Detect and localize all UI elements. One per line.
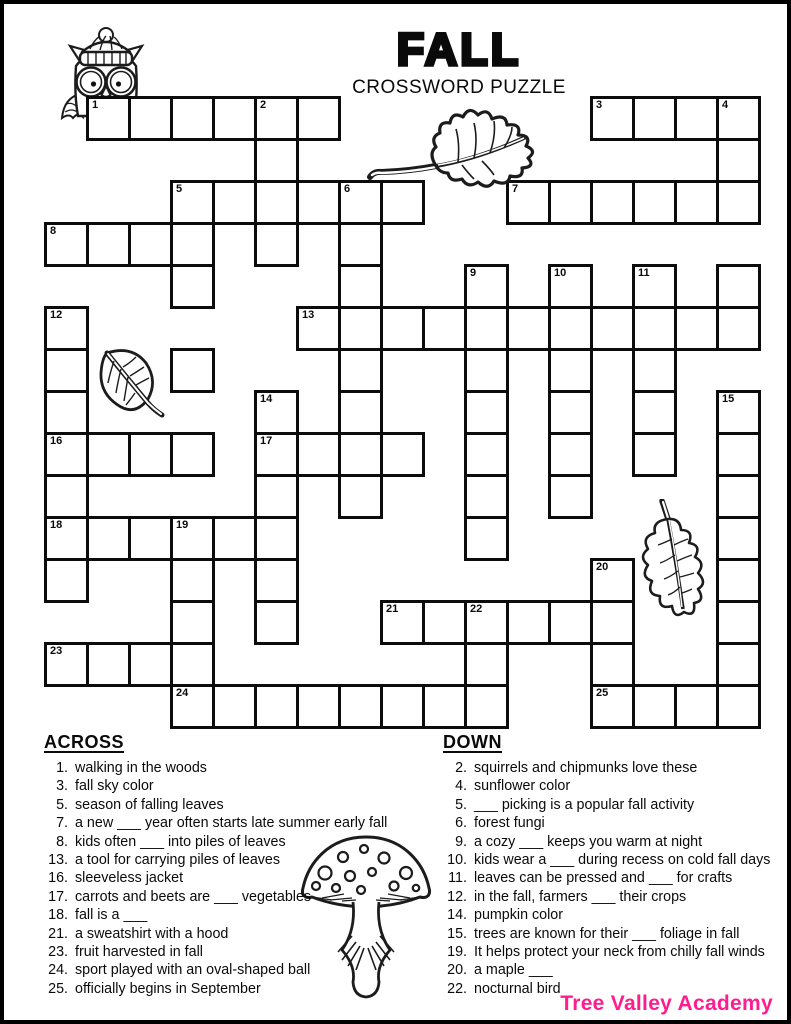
cell-number: 18: [50, 519, 63, 531]
oak-leaf-icon: [636, 499, 708, 637]
grid-cell[interactable]: [674, 306, 719, 351]
grid-cell[interactable]: [170, 348, 215, 393]
clue-number: 10.: [447, 852, 467, 869]
cell-number: 4: [722, 99, 729, 111]
cell-number: 2: [260, 99, 267, 111]
cell-number: 17: [260, 435, 273, 447]
grid-cell[interactable]: [674, 96, 719, 141]
clue-number: 11.: [448, 870, 467, 887]
grid-cell[interactable]: [464, 348, 509, 393]
grid-cell[interactable]: [296, 180, 341, 225]
clue-number: 18.: [48, 907, 68, 924]
clue-text: trees are known for their ___ foliage in fall: [474, 925, 740, 942]
grid-cell[interactable]: [548, 474, 593, 519]
down-clue: [441, 906, 789, 924]
across-clue: [42, 777, 432, 795]
grid-cell[interactable]: [506, 600, 551, 645]
grid-cell[interactable]: [338, 684, 383, 729]
grid-cell[interactable]: [716, 138, 761, 183]
across-clue: [42, 851, 432, 869]
cell-number: 9: [470, 267, 477, 279]
grid-cell[interactable]: [170, 264, 215, 309]
down-section: [441, 732, 789, 998]
grid-cell[interactable]: [464, 264, 509, 309]
birch-leaf-icon: [90, 345, 170, 427]
down-clue: [441, 869, 789, 887]
branding-text: Tree Valley Academy: [560, 992, 773, 1015]
across-clue: [42, 906, 432, 924]
grid-cell[interactable]: [86, 222, 131, 267]
grid-cell[interactable]: [716, 180, 761, 225]
cell-number: 25: [596, 687, 609, 699]
grid-cell[interactable]: [548, 180, 593, 225]
across-clue: [42, 943, 432, 961]
clue-number: 25.: [48, 980, 68, 997]
down-clue: [441, 888, 789, 906]
grid-cell[interactable]: [254, 432, 299, 477]
clue-text: sport played with an oval-shaped ball: [75, 962, 311, 979]
grid-cell[interactable]: [548, 390, 593, 435]
grid-cell[interactable]: [632, 348, 677, 393]
grid-cell[interactable]: [590, 306, 635, 351]
across-clue: [42, 814, 432, 832]
clue-number: 21.: [48, 925, 68, 942]
grid-cell[interactable]: [170, 642, 215, 687]
cell-number: 3: [596, 99, 603, 111]
cell-number: 1: [92, 99, 99, 111]
grid-cell[interactable]: [380, 600, 425, 645]
grid-cell[interactable]: [254, 96, 299, 141]
grid-cell[interactable]: [170, 432, 215, 477]
grid-cell[interactable]: [590, 684, 635, 729]
clue-text: fruit harvested in fall: [75, 944, 203, 961]
clue-text: nocturnal bird: [474, 980, 561, 997]
clue-text: kids wear a ___ during recess on cold fall days: [474, 852, 771, 869]
down-clue: [441, 943, 789, 961]
grid-cell[interactable]: [212, 180, 257, 225]
grid-cell[interactable]: [44, 348, 89, 393]
grid-cell[interactable]: [674, 684, 719, 729]
grid-cell[interactable]: [128, 516, 173, 561]
grid-cell[interactable]: [716, 516, 761, 561]
down-list: [441, 759, 789, 998]
down-clue: [441, 961, 789, 979]
grid-cell[interactable]: [338, 432, 383, 477]
grid-cell[interactable]: [464, 306, 509, 351]
grid-cell[interactable]: [44, 516, 89, 561]
grid-cell[interactable]: [128, 96, 173, 141]
clue-text: squirrels and chipmunks love these: [474, 760, 698, 776]
grid-cell[interactable]: [590, 180, 635, 225]
clue-number: 8.: [56, 833, 68, 850]
cell-number: 6: [344, 183, 351, 195]
grid-cell[interactable]: [44, 642, 89, 687]
grid-cell[interactable]: [464, 390, 509, 435]
grid-cell[interactable]: [44, 222, 89, 267]
cell-number: 11: [638, 267, 650, 279]
grid-cell[interactable]: [254, 390, 299, 435]
cell-number: 16: [50, 435, 63, 447]
cell-number: 24: [176, 687, 189, 699]
clue-text: season of falling leaves: [75, 796, 224, 813]
grid-cell[interactable]: [716, 558, 761, 603]
grid-cell[interactable]: [716, 642, 761, 687]
cell-number: 12: [50, 309, 63, 321]
grid-cell[interactable]: [674, 180, 719, 225]
grid-cell[interactable]: [296, 432, 341, 477]
clue-text: a cozy ___ keeps you warm at night: [474, 833, 703, 850]
across-clue: [42, 961, 432, 979]
grid-cell[interactable]: [716, 474, 761, 519]
grid-cell[interactable]: [44, 390, 89, 435]
down-clue: [441, 851, 789, 869]
grid-cell[interactable]: [338, 348, 383, 393]
grid-cell[interactable]: [338, 264, 383, 309]
cell-number: 10: [554, 267, 567, 279]
grid-cell[interactable]: [44, 474, 89, 519]
down-clue: [441, 833, 789, 851]
clue-number: 6.: [455, 815, 467, 832]
grid-cell[interactable]: [380, 684, 425, 729]
grid-cell[interactable]: [422, 306, 467, 351]
clue-number: 19.: [447, 944, 467, 961]
cell-number: 8: [50, 225, 57, 237]
grid-cell[interactable]: [380, 306, 425, 351]
grid-cell[interactable]: [590, 600, 635, 645]
grid-cell[interactable]: [632, 180, 677, 225]
grid-cell[interactable]: [548, 432, 593, 477]
grid-cell[interactable]: [422, 684, 467, 729]
clue-number: 9.: [455, 833, 467, 850]
clue-number: 3.: [56, 778, 68, 795]
grid-cell[interactable]: [632, 390, 677, 435]
clue-text: a sweatshirt with a hood: [75, 925, 229, 942]
grid-cell[interactable]: [464, 474, 509, 519]
clue-number: 1.: [56, 760, 68, 776]
grid-cell[interactable]: [254, 600, 299, 645]
cell-number: 20: [596, 561, 609, 573]
grid-cell[interactable]: [716, 684, 761, 729]
grid-cell[interactable]: [86, 516, 131, 561]
grid-cell[interactable]: [170, 222, 215, 267]
clue-text: a tool for carrying piles of leaves: [75, 852, 281, 869]
grid-cell[interactable]: [716, 96, 761, 141]
clue-number: 17.: [48, 888, 68, 905]
across-list: [42, 759, 432, 998]
grid-cell[interactable]: [170, 558, 215, 603]
grid-cell[interactable]: [170, 600, 215, 645]
clue-number: 22.: [447, 980, 467, 997]
grid-cell[interactable]: [128, 432, 173, 477]
grid-cell[interactable]: [632, 264, 677, 309]
down-clue: [441, 925, 789, 943]
grid-cell[interactable]: [464, 642, 509, 687]
grid-cell[interactable]: [716, 600, 761, 645]
cell-number: 7: [512, 183, 519, 195]
across-clue: [42, 888, 432, 906]
grid-cell[interactable]: [254, 516, 299, 561]
cell-number: 5: [176, 183, 183, 195]
clue-number: 4.: [455, 778, 467, 795]
clue-number: 23.: [48, 944, 68, 961]
grid-cell[interactable]: [86, 96, 131, 141]
grid-cell[interactable]: [254, 180, 299, 225]
grid-cell[interactable]: [464, 600, 509, 645]
grid-cell[interactable]: [464, 432, 509, 477]
grid-cell[interactable]: [296, 684, 341, 729]
grid-cell[interactable]: [44, 432, 89, 477]
grid-cell[interactable]: [296, 306, 341, 351]
grid-cell[interactable]: [422, 600, 467, 645]
clue-number: 12.: [447, 888, 467, 905]
cell-number: 21: [386, 603, 399, 615]
grid-cell[interactable]: [506, 306, 551, 351]
grid-cell[interactable]: [632, 306, 677, 351]
grid-cell[interactable]: [170, 96, 215, 141]
grid-cell[interactable]: [548, 600, 593, 645]
cell-number: 13: [302, 309, 315, 321]
across-clue: [42, 980, 432, 998]
clue-text: It helps protect your neck from chilly fall winds: [474, 944, 765, 961]
clue-text: kids often ___ into piles of leaves: [75, 833, 286, 850]
grid-cell[interactable]: [632, 432, 677, 477]
grid-cell[interactable]: [254, 684, 299, 729]
grid-cell[interactable]: [212, 96, 257, 141]
clue-number: 2.: [455, 760, 467, 776]
cell-number: 23: [50, 645, 63, 657]
across-clue: [42, 833, 432, 851]
clue-text: fall sky color: [75, 778, 154, 795]
grid-cell[interactable]: [338, 474, 383, 519]
grid-cell[interactable]: [254, 138, 299, 183]
clue-number: 20.: [447, 962, 467, 979]
page-title: FALL: [396, 24, 522, 75]
grid-cell[interactable]: [464, 684, 509, 729]
clue-text: a maple ___: [474, 962, 553, 979]
grid-cell[interactable]: [548, 264, 593, 309]
clue-text: ___ picking is a popular fall activity: [474, 796, 695, 813]
grid-cell[interactable]: [464, 516, 509, 561]
clue-text: a new ___ year often starts late summer early fall: [75, 815, 388, 832]
clue-text: in the fall, farmers ___ their crops: [474, 888, 687, 905]
across-clue: [42, 925, 432, 943]
across-clue: [42, 796, 432, 814]
across-clue: [42, 759, 432, 777]
cell-number: 14: [260, 393, 273, 405]
cell-number: 22: [470, 603, 483, 615]
clue-text: sunflower color: [474, 778, 571, 795]
grid-cell[interactable]: [128, 222, 173, 267]
clue-text: carrots and beets are ___ vegetables: [75, 888, 312, 905]
clue-number: 7.: [56, 815, 68, 832]
clue-text: fall is a ___: [75, 907, 148, 924]
clue-text: leaves can be pressed and ___ for crafts: [474, 870, 733, 887]
grid-cell[interactable]: [86, 642, 131, 687]
toothed-leaf-icon: [366, 103, 541, 191]
grid-cell[interactable]: [590, 642, 635, 687]
grid-cell[interactable]: [590, 96, 635, 141]
down-heading: DOWN: [443, 732, 502, 752]
title-block: [289, 26, 629, 99]
grid-cell[interactable]: [170, 516, 215, 561]
grid-cell[interactable]: [632, 684, 677, 729]
grid-cell[interactable]: [716, 390, 761, 435]
grid-cell[interactable]: [254, 222, 299, 267]
grid-cell[interactable]: [44, 558, 89, 603]
grid-cell[interactable]: [632, 96, 677, 141]
down-clue: [441, 777, 789, 795]
across-section: [42, 732, 432, 998]
clue-text: pumpkin color: [474, 907, 563, 924]
grid-cell[interactable]: [716, 432, 761, 477]
down-clue: [441, 796, 789, 814]
cell-number: 19: [176, 519, 189, 531]
grid-cell[interactable]: [548, 306, 593, 351]
clue-text: sleeveless jacket: [75, 870, 184, 887]
down-clue: [441, 759, 789, 777]
grid-cell[interactable]: [254, 474, 299, 519]
grid-cell[interactable]: [170, 684, 215, 729]
down-clue: [441, 814, 789, 832]
clue-number: 15.: [447, 925, 467, 942]
grid-cell[interactable]: [296, 96, 341, 141]
clue-number: 24.: [48, 962, 68, 979]
across-heading: ACROSS: [44, 732, 125, 752]
grid-cell[interactable]: [44, 306, 89, 351]
grid-cell[interactable]: [86, 432, 131, 477]
grid-cell[interactable]: [548, 348, 593, 393]
clue-text: walking in the woods: [75, 760, 207, 776]
grid-cell[interactable]: [254, 558, 299, 603]
grid-cell[interactable]: [716, 264, 761, 309]
clue-number: 5.: [56, 796, 68, 813]
grid-cell[interactable]: [716, 306, 761, 351]
across-clue: [42, 869, 432, 887]
grid-cell[interactable]: [338, 222, 383, 267]
grid-cell[interactable]: [128, 642, 173, 687]
page-subtitle: CROSSWORD PUZZLE: [352, 77, 566, 99]
clue-number: 13.: [48, 852, 68, 869]
clue-text: forest fungi: [474, 815, 545, 832]
clue-number: 5.: [455, 796, 467, 813]
clue-number: 14.: [447, 907, 467, 924]
grid-cell[interactable]: [212, 516, 257, 561]
grid-cell[interactable]: [212, 684, 257, 729]
grid-cell[interactable]: [338, 306, 383, 351]
grid-cell[interactable]: [590, 558, 635, 603]
clue-text: officially begins in September: [75, 980, 261, 997]
clue-number: 16.: [48, 870, 68, 887]
grid-cell[interactable]: [380, 432, 425, 477]
grid-cell[interactable]: [170, 180, 215, 225]
grid-cell[interactable]: [338, 390, 383, 435]
cell-number: 15: [722, 393, 735, 405]
